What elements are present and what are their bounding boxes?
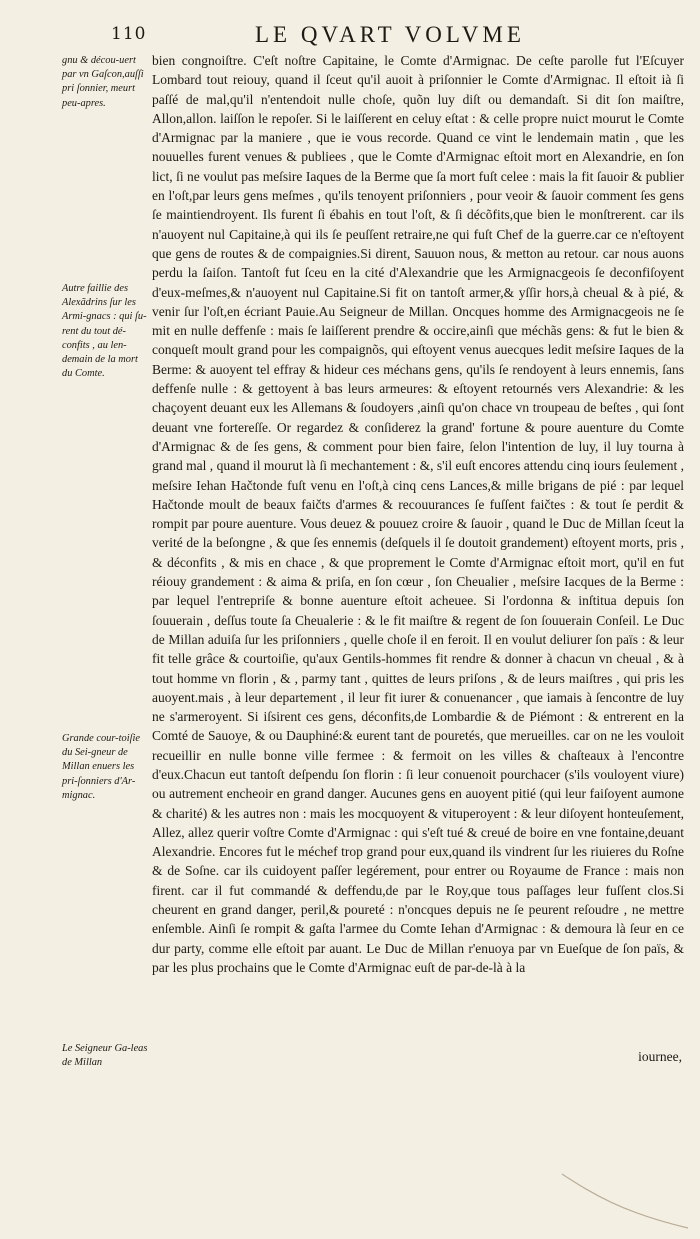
folio-number: 110	[111, 24, 147, 44]
catchword: iournee,	[638, 1049, 682, 1064]
body-paragraph: bien congnoiſtre. C'eſt noſtre Capitaine, le Comte d'Armignac. De ceſte parolle fut l'Eſcuyer Lombard tout reiouy, quand il ſceut qu'il auoit à priſonnier le Comte d'Armignac. Il eſtoit ià ſi paſſé de mal,qu'il n'entendoit nulle choſe, quõn luy diſt ou demandaſt. Si dit ſon maiſtre, Allon,allon. laiſſon le repoſer. Si le laiſſerent en celuy eſtat : & celle propre nuict mourut le Comte d'Armignac par la maniere , que ie vous recorde. Quand ce vint le lendemain matin , que les nouuelles furent venues & publiees , que le Comte d'Armignac eſtoit mort en Alexandrie, en ſon lict, ſi ne voulut pas meſsire Iaques de la Berme que ſa mort fuſt celee : mais la fit ſauoir & publier en l'oſt,par leurs gens meſmes , qu'ils tenoyent priſonniers , pour veoir & ſauoir comment ſes gens ſe maintiendroyent. Ils furent ſi ébahis en tout l'oſt, & ſi décõfits,que bien le monſtrerent. car ils n'auoyent nul Capitaine,à qui ils ſe peuſſent retraire,ne qui fuſt Chef de la guerre.car ce n'eſtoyent que gens de routes & de compaignies.Si dirent, Sauuon nous, & metton au retour. car nous auons perdu la ſaiſon. Tantoſt fut ſceu en la cité d'Alexandrie que les Armignacgeois ſe deconfiſoyent d'eux-meſmes,& n'auoyent nul Capitaine.Si fit on tantoſt armer,& yſſir hors,à cheual & à pié, & venir ſur l'oſt,en écriant Pauie.Au Seigneur de Millan. Oncques homme des Armignacgeois ne ſe mit en nulle deffenſe : mais ſe laiſſerent prendre & occire,ainſi que méchãs gens: & fut le bien & conqueſt moult grand pour les compaignõs, qui eſtoyent venus auecques ledit meſsire Iaques de la Berme: & auoyent tel effray & hideur ces méchans gens, qu'ils ſe rendoyent à leurs ennemis, ſans deffenſe nulle : & gettoyent à bas leurs armeures: & eſtoyent retournés vers Alexandrie: & les chaçoyent deuant eux les Allemans & ſoudoyers ,ainſi qu'on chace vn troupeau de beſtes , qui ſont deuant vne fortereſſe. Or regardez & conſiderez la grand' fortune & poure auenture du Comte d'Armignac & de ſes gens, & comment pour bien faire, ſelon l'intention de luy, il luy tourna à grand mal , quand il mourut là ſi mechantement : &, s'il euſt encores attendu cinq iours ſeulement , meſsire Iehan Hačtonde fuſt venu en l'oſt,à cinq cens Lances,& mille brigans de pié : par lequel Hačtonde moult de beaux faičts d'armes & recouurances ſe fuſſent faičtes : & tout ſe perdit & rompit par poure auenture. Vous deuez & pouuez croire & ſauoir , quand le Duc de Millan ſceut la verité de la beſongne , & que ſes ennemis (deſquels il ſe doutoit grandement) eſtoyent morts, pris , & déconfits , & mis en chace , & que proprement le Comte d'Armignac eſtoit mort, qu'il en fut réiouy grandement : & aima & priſa, en ſon cœur , ſon Cheualier , meſsire Iacques de la Berme : par lequel l'entrepriſe & bonne auenture eſtoit acheuee. Si l'ordonna & inſtitua depuis ſon ſouuerain , deſſus toute ſa Cheualerie : & le fit maiſtre & regent de ſon ſouuerain Conſeil. Le Duc de Millan aduiſa ſur les priſonniers , quelle choſe il en feroit. Il en voulut deliurer ſon païs : & leur fit telle grâce & courtoiſie, qu'aux Gentils-hommes fit rendre & donner à chacun vn cheual , & à tout homme vn florin , & , parmy tant , quittes de leurs priſons , & de leurs maiſtres , qui pris les auoyent.mais , à leur departement , il leur fit iurer & conuenancer , que iamais à ſencontre de luy ne s'armeroyent. Si iſsirent ces gens, déconfits,de Lombardie & de Piémont : & entrerent en la Comté de Sauoye, & ou Dauphiné:& eurent tant de pouretés, que merueilles. car on ne les vouloit recueillir en nulle bonne ville fermee : & fermoit on les villes & chaſteaux à l'encontre d'eux.Chacun eut tantoſt deſpendu ſon florin : ſi leur conuenoit pourchacer (s'ils vouloyent viure) ou autrement encheoir en grand danger. Aucunes gens en auoyent pitié (qui leur faiſoyent aumone & charité) & les autres non : mais les mocquoyent & vituperoyent : & leur diſoyent honteuſement, Allez, allez querir voſtre Comte d'Armignac : qui s'eſt tué & creué de boire en vne fontaine,deuant Alexandrie. Encores fut le méchef trop grand pour eux,quand ils vindrent ſur les riuieres du Roſne & de Soſne. car ils cuidoyent paſſer legérement, pour entrer ou Royaume de France : mais non firent. car il fut commandé & deffendu,de par le Roy,que tous paſſages leur fuſſent clos.Si cheurent en grand danger, peril,& poureté : n'oncques depuis ne ſe peurent reſoudre , ne mettre enſemble. Ainſi ſe rompit & gaſta l'armee du Comte Iehan d'Armignac : & demoura là ſeur en ce dur party, comme elle eſtoit par auant. Le Duc de Millan r'enuoya par vn Eueſque de ſon païs, & par les plus prochains que le Comte d'Armignac euſt de par-de-là à la	[152, 53, 684, 975]
margin-note: gnu & décou-uert par vn Gaſcon,auſſi pri ſonnier, meurt peu-apres.	[62, 55, 144, 109]
margin-note: Grande cour-toiſie du Sei-gneur de Millan enuers les pri-ſonniers d'Ar-mignac.	[62, 733, 140, 801]
running-head: LE QVART VOLVME	[255, 22, 525, 47]
paper-crease-mark	[560, 1172, 690, 1232]
margin-note: Le Seigneur Ga-leas de Millan	[62, 1043, 148, 1069]
main-text	[152, 51, 684, 977]
margin-note: Autre faillie des Alexãdrins ſur les Armi-gnacs : qui ſu-rent du tout dé-confits , au len-demain de la mort du Comte.	[62, 283, 147, 380]
